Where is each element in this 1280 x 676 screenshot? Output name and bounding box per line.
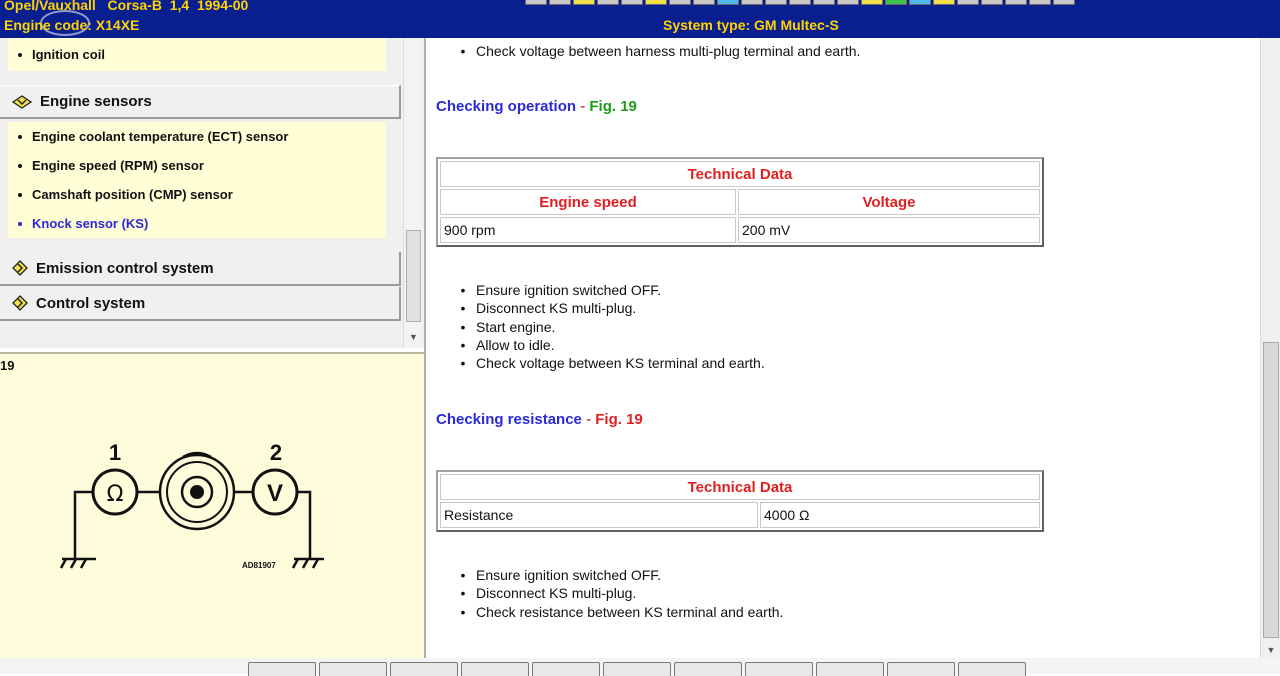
nav-item-label: Engine speed (RPM) sensor bbox=[32, 158, 204, 173]
ignition-sub-list bbox=[8, 38, 386, 71]
nav-item-label: Engine coolant temperature (ECT) sensor bbox=[32, 129, 289, 144]
column-header: Voltage bbox=[738, 189, 1040, 215]
toolbar-button[interactable] bbox=[1053, 0, 1075, 5]
title-bar bbox=[0, 0, 1280, 38]
toolbar-button[interactable] bbox=[837, 0, 859, 5]
heading-title: Checking resistance bbox=[436, 411, 582, 428]
toolbar-button[interactable] bbox=[717, 0, 739, 5]
nav-item-label: Knock sensor (KS) bbox=[32, 216, 149, 231]
nav-item-ignition-coil[interactable] bbox=[8, 38, 386, 71]
category-label: Engine sensors bbox=[40, 93, 152, 110]
figure-link[interactable]: Fig. 19 bbox=[589, 98, 637, 115]
arrow-diamond-icon bbox=[12, 95, 32, 109]
nav-item-label: Ignition coil bbox=[32, 47, 105, 62]
category-control-system[interactable] bbox=[0, 287, 401, 321]
list-item: • Disconnect KS multi-plug. bbox=[450, 584, 783, 602]
voltmeter-icon bbox=[253, 470, 297, 514]
toolbar-button[interactable] bbox=[909, 0, 931, 5]
list-item: • Check voltage between harness multi-plug terminal and earth. bbox=[450, 42, 860, 60]
toolbar-button[interactable] bbox=[621, 0, 643, 5]
heading-separator: - bbox=[581, 411, 596, 428]
toolbar-button[interactable] bbox=[885, 0, 907, 5]
table-cell: Resistance bbox=[440, 502, 758, 528]
figure-number: 19 bbox=[0, 358, 15, 373]
nav-item-knock-sensor[interactable] bbox=[8, 209, 386, 238]
nav-item-rpm-sensor[interactable] bbox=[8, 151, 386, 180]
toolbar-button[interactable] bbox=[693, 0, 715, 5]
toolbar-button[interactable] bbox=[549, 0, 571, 5]
bullet-icon bbox=[18, 164, 22, 168]
callout-1: 1 bbox=[108, 440, 122, 465]
navigation-panel bbox=[0, 38, 424, 348]
toolbar-button[interactable] bbox=[981, 0, 1003, 5]
table-cell: 4000 Ω bbox=[760, 502, 1040, 528]
nav-scrollbar[interactable] bbox=[403, 38, 422, 348]
toolbar-button[interactable] bbox=[933, 0, 955, 5]
content-scrollbar[interactable] bbox=[1260, 38, 1280, 658]
scroll-down-icon[interactable]: ▼ bbox=[409, 332, 418, 342]
toolbar-button[interactable] bbox=[957, 0, 979, 5]
arrow-diamond-icon bbox=[12, 295, 28, 311]
technical-data-table-resistance bbox=[436, 470, 1044, 532]
callout-2: 2 bbox=[269, 440, 283, 465]
nav-scrollbar-thumb[interactable] bbox=[406, 230, 421, 322]
operation-steps-list bbox=[450, 281, 765, 372]
toolbar-button[interactable] bbox=[741, 0, 763, 5]
category-label: Emission control system bbox=[36, 259, 214, 277]
table-cell: 200 mV bbox=[738, 217, 1040, 243]
table-cell: 900 rpm bbox=[440, 217, 736, 243]
column-header: Engine speed bbox=[440, 189, 736, 215]
nav-item-label: Camshaft position (CMP) sensor bbox=[32, 187, 233, 202]
toolbar-button[interactable] bbox=[1005, 0, 1027, 5]
list-item: • Ensure ignition switched OFF. bbox=[450, 566, 783, 584]
content-scrollbar-thumb[interactable] bbox=[1263, 342, 1279, 638]
heading-checking-operation bbox=[436, 98, 637, 115]
heading-separator: - bbox=[576, 98, 590, 115]
toolbar-button[interactable] bbox=[525, 0, 547, 5]
top-toolbar bbox=[525, 0, 1075, 5]
toolbar-button[interactable] bbox=[1029, 0, 1051, 5]
scroll-down-icon[interactable]: ▼ bbox=[1266, 645, 1276, 655]
ohm-symbol: Ω bbox=[106, 482, 124, 507]
resistance-steps-list bbox=[450, 566, 783, 621]
toolbar-button[interactable] bbox=[789, 0, 811, 5]
category-emission-control[interactable] bbox=[0, 252, 401, 286]
toolbar-button[interactable] bbox=[861, 0, 883, 5]
arrow-diamond-icon bbox=[12, 260, 28, 276]
bullet-icon bbox=[18, 53, 22, 57]
figure-panel bbox=[0, 352, 424, 674]
top-bullet-list bbox=[450, 42, 860, 60]
nav-item-ect-sensor[interactable] bbox=[8, 122, 386, 151]
table-caption: Technical Data bbox=[440, 474, 1040, 500]
category-engine-sensors[interactable] bbox=[0, 85, 401, 119]
list-item: • Disconnect KS multi-plug. bbox=[450, 299, 765, 317]
list-item: • Allow to idle. bbox=[450, 336, 765, 354]
table-row bbox=[440, 217, 1040, 243]
toolbar-button[interactable] bbox=[765, 0, 787, 5]
ohm-meter-icon bbox=[93, 470, 137, 514]
technical-data-table-operation bbox=[436, 157, 1044, 247]
table-row bbox=[440, 502, 1040, 528]
toolbar-button[interactable] bbox=[573, 0, 595, 5]
figure-code: AD81907 bbox=[242, 561, 276, 570]
system-type: System type: GM Multec-S bbox=[663, 17, 839, 33]
nav-item-cmp-sensor[interactable] bbox=[8, 180, 386, 209]
navigation-tree bbox=[0, 38, 403, 348]
heading-checking-resistance bbox=[436, 411, 643, 428]
list-item: • Check resistance between KS terminal and earth. bbox=[450, 603, 783, 621]
toolbar-button[interactable] bbox=[813, 0, 835, 5]
category-label: Control system bbox=[36, 294, 146, 312]
knock-sensor-icon bbox=[160, 453, 234, 529]
list-item: • Check voltage between KS terminal and earth. bbox=[450, 354, 765, 372]
figure-link[interactable]: Fig. 19 bbox=[595, 411, 643, 428]
heading-title: Checking operation bbox=[436, 98, 577, 115]
toolbar-button[interactable] bbox=[645, 0, 667, 5]
list-item: • Ensure ignition switched OFF. bbox=[450, 281, 765, 299]
bullet-icon bbox=[18, 222, 22, 226]
bullet-icon bbox=[18, 135, 22, 139]
toolbar-button[interactable] bbox=[597, 0, 619, 5]
knock-sensor-diagram bbox=[0, 354, 424, 654]
engine-sensors-sub-list bbox=[8, 122, 386, 238]
table-caption: Technical Data bbox=[440, 161, 1040, 187]
bottom-toolbar bbox=[0, 658, 1280, 674]
bullet-icon bbox=[18, 193, 22, 197]
toolbar-button[interactable] bbox=[669, 0, 691, 5]
volt-symbol: V bbox=[266, 480, 284, 507]
list-item: • Start engine. bbox=[450, 318, 765, 336]
engine-code: Engine code: X14XE bbox=[4, 17, 140, 33]
vehicle-title: Opel/Vauxhall Corsa-B 1,4 1994-00 bbox=[4, 0, 249, 13]
